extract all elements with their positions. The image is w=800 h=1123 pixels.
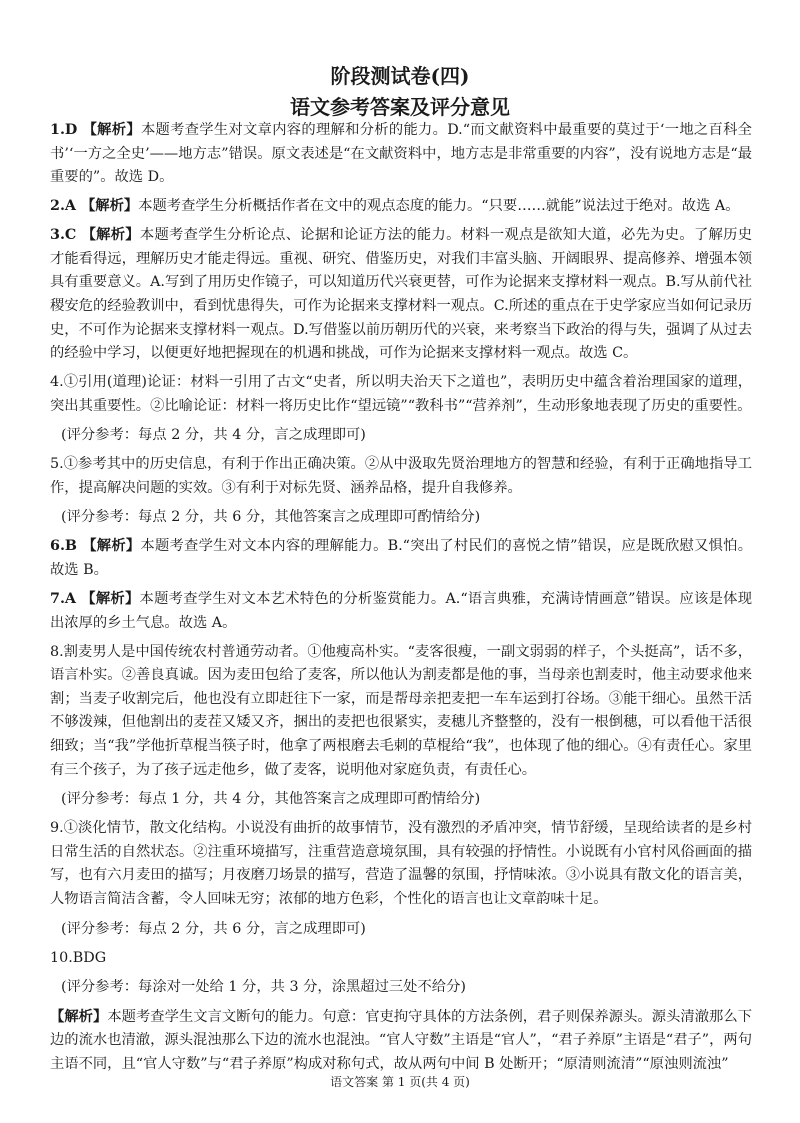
answer-5-scoring-note: (评分参考：每点 2 分，共 6 分，其他答案言之成理即可酌情给分): [61, 509, 481, 526]
answer-10-explanation: [50, 1006, 752, 1077]
answer-2-text: 本题考查学生分析概括作者在文中的观点态度的能力。“只要……就能”说法过于绝对。故选 A。: [138, 198, 740, 215]
answer-4-scoring-note: (评分参考：每点 2 分，共 4 分，言之成理即可): [61, 427, 366, 444]
answer-3: [50, 224, 752, 366]
answers-body: [50, 119, 752, 1076]
answer-8-scoring-note: (评分参考：每点 1 分，共 4 分，其他答案言之成理即可酌情给分): [61, 791, 481, 808]
answer-6: [50, 535, 752, 582]
answer-7-lead: 7.A 【解析】: [50, 591, 140, 608]
answer-3-text: 本题考查学生分析论点、论据和论证方法的能力。材料一观点是欲知大道，必先为史。了解历史才能看得远，理解历史才能走得远。重视、研究、借鉴历史，对我们丰富头脑、开阔眼界、提高修养、增强本领具有重要意义。A.写到了用历史作镜子，可以知道历代兴衰更替，可作为论据来支撑材料一观点。B.写从前代社稷安危的经验教训中，看到忧患得失，可作为论据来支撑材料一观点。C.所述的重点在于史学家应当如何记录历史，不可作为论据来支撑材料一观点。D.写借鉴以前历朝历代的兴衰，来考察当下政治的得与失，强调了从过去的经验中学习，以便更好地把握现在的机遇和挑战，可作为论据来支撑材料一观点。故选 C。: [50, 227, 752, 362]
answer-9-scoring-note: (评分参考：每点 2 分，共 6 分，言之成理即可): [61, 920, 366, 937]
page-subtitle: 语文参考答案及评分意见: [290, 95, 510, 119]
answer-7: [50, 588, 752, 635]
answer-6-lead: 6.B 【解析】: [50, 538, 141, 555]
answer-4: 4.①引用(道理)论证：材料一引用了古文“史者，所以明夫治天下之道也”，表明历史中蕴含着治理国家的道理，突出其重要性。②比喻论证：材料一将历史比作“望远镜”“教科书”“营养剂”，生动形象地表现了历史的重要性。: [50, 374, 752, 414]
answer-10-explanation-lead: 【解析】: [50, 1008, 108, 1025]
page-title: 阶段测试卷(四): [330, 64, 470, 88]
answer-10-scoring-note: (评分参考：每涂对一处给 1 分，共 3 分，涂黑超过三处不给分): [61, 979, 466, 996]
answer-10-explanation-text: 本题考查学生文言文断句的能力。句意：官吏拘守具体的方法条例，君子则保养源头。源头清澈那么下边的流水也清澈，源头混浊那么下边的流水也混浊。“官人守数”主语是“官人”，“君子养原”主语是“君子”，两句主语不同，且“官人守数”与“君子养原”构成对称句式，故从两句中间 B 处断开；“原清则流清”“原浊则流浊”: [50, 1008, 752, 1072]
answer-10: 10.BDG: [50, 949, 107, 966]
answer-1-lead: 1.D 【解析】: [50, 122, 141, 138]
answer-9: 9.①淡化情节，散文化结构。小说没有曲折的故事情节，没有激烈的矛盾冲突，情节舒缓，呈现给读者的是乡村日常生活的自然状态。②注重环境描写，注重营造意境氛围，具有较强的抒情性。小说既有小官村风俗画面的描写，也有六月麦田的描写；月夜磨刀场景的描写，营造了温馨的氛围，抒情味浓。③小说具有散文化的语言美，人物语言简洁含蓄，令人回味无穷；浓郁的地方色彩，个性化的语言也让文章韵味十足。: [50, 820, 752, 907]
answer-8: 8.割麦男人是中国传统农村普通劳动者。①他瘦高朴实。“麦客很瘦，一副文弱弱的样子，个头挺高”，话不多，语言朴实。②善良真诚。因为麦田包给了麦客，所以他认为割麦都是他的事，当母亲也割麦时，他主动要求他来割；当麦子收割完后，他也没有立即赶往下一家，而是帮母亲把麦把一车车运到打谷场。③能干细心。虽然干活不够泼辣，但他割出的麦茬又矮又齐，捆出的麦把也很紧实，麦穗儿齐整整的，没有一根倒穗，可以看他干活很细致；当“我”学他折草棍当筷子时，他拿了两根磨去毛刺的草棍给“我”，也体现了他的细心。④有责任心。家里有三个孩子，为了孩子远走他乡，做了麦客，说明他对家庭负责，有责任心。: [50, 643, 752, 778]
page-footer: 语文答案 第 1 页(共 4 页): [330, 1075, 470, 1089]
answer-7-text: 本题考查学生对文本艺术特色的分析鉴赏能力。A.“语言典雅，充满诗情画意”错误。应该是体现出浓厚的乡土气息。故选 A。: [50, 591, 753, 631]
answer-5: 5.①参考其中的历史信息，有利于作出正确决策。②从中汲取先贤治理地方的智慧和经验，有利于正确地指导工作，提高解决问题的实效。③有利于对标先贤、涵养品格，提升自我修养。: [50, 456, 752, 496]
answer-1-text: 本题考查学生对文章内容的理解和分析的能力。D.“而文献资料中最重要的莫过于‘一地之百科全书’‘一方之全史’——地方志”错误。原文表述是“在文献资料中，地方志是非常重要的内容”，没有说地方志是“最重要的”。故选 D。: [50, 122, 752, 186]
answer-6-text: 本题考查学生对文本内容的理解能力。B.“突出了村民们的喜悦之情”错误，应是既欣慰又惧怕。故选 B。: [50, 538, 752, 579]
answer-2: [50, 195, 752, 219]
answer-3-lead: 3.C 【解析】: [50, 227, 140, 244]
answer-2-lead: 2.A 【解析】: [50, 198, 139, 215]
answer-1: [50, 119, 752, 190]
